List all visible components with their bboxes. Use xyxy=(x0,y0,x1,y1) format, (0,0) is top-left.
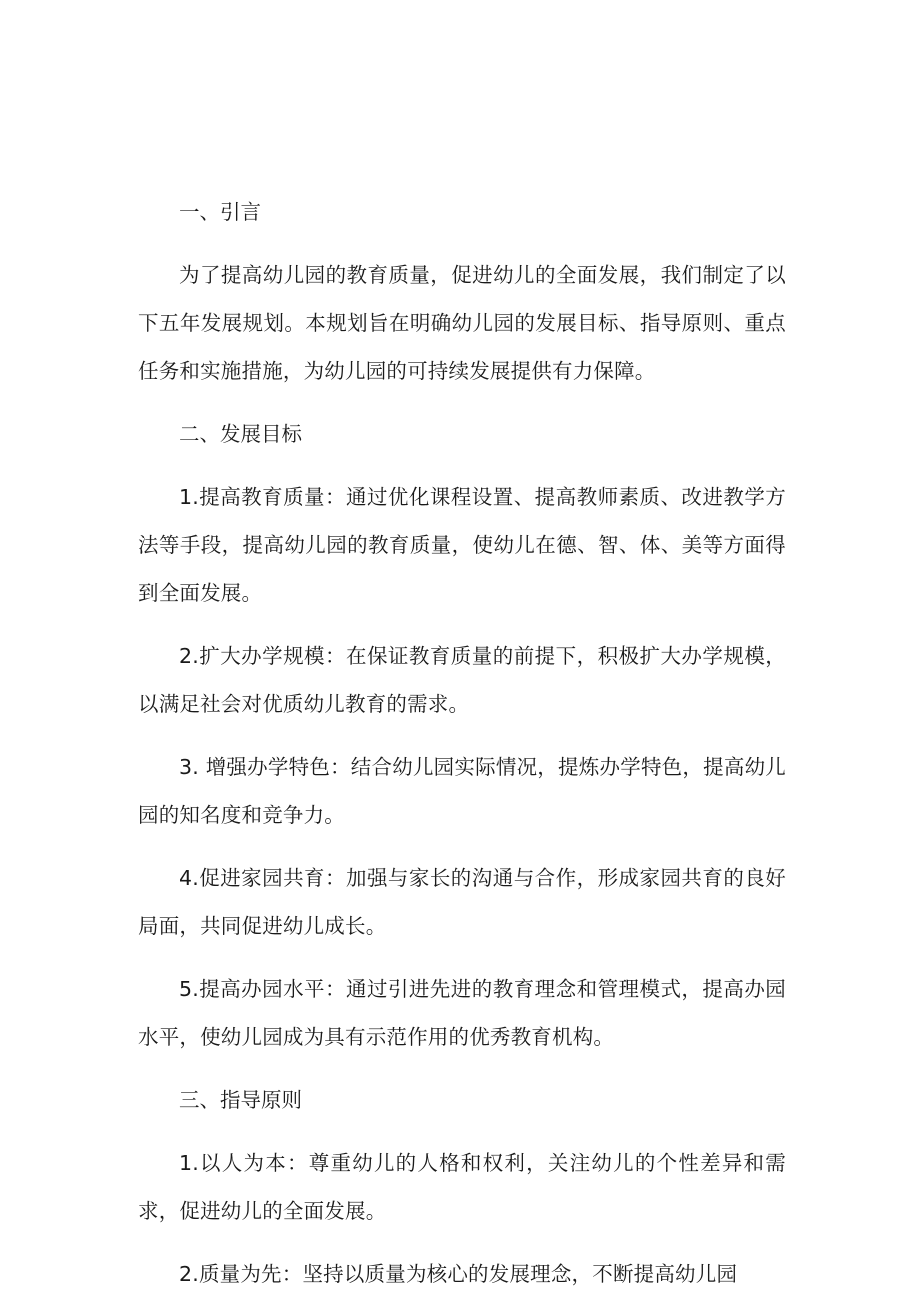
section-heading-goals: 二、发展目标 xyxy=(179,422,302,446)
intro-paragraph: 为了提高幼儿园的教育质量，促进幼儿的全面发展，我们制定了以下五年发展规划。本规划旨在明确幼儿园的发展目标、指导原则、重点任务和实施措施，为幼儿园的可持续发展提供有力保障。 xyxy=(138,263,786,383)
goal-item-4: 4.促进家园共育：加强与家长的沟通与合作，形成家园共育的良好局面，共同促进幼儿成长。 xyxy=(138,866,786,938)
goal-item-5: 5.提高办园水平：通过引进先进的教育理念和管理模式，提高办园水平，使幼儿园成为具有示范作用的优秀教育机构。 xyxy=(138,977,786,1049)
principle-item-1: 1.以人为本：尊重幼儿的人格和权利，关注幼儿的个性差异和需求，促进幼儿的全面发展。 xyxy=(138,1151,786,1223)
goal-item-3: 3. 增强办学特色：结合幼儿园实际情况，提炼办学特色，提高幼儿园的知名度和竞争力。 xyxy=(138,755,786,827)
section-heading-principles: 三、指导原则 xyxy=(179,1088,302,1112)
principle-item-2: 2.质量为先：坚持以质量为核心的发展理念，不断提高幼儿园 xyxy=(179,1262,738,1286)
section-heading-intro: 一、引言 xyxy=(179,200,261,224)
document-body xyxy=(138,188,786,1313)
goal-item-2: 2.扩大办学规模：在保证教育质量的前提下，积极扩大办学规模，以满足社会对优质幼儿教育的需求。 xyxy=(138,644,786,716)
goal-item-1: 1.提高教育质量：通过优化课程设置、提高教师素质、改进教学方法等手段，提高幼儿园的教育质量，使幼儿在德、智、体、美等方面得到全面发展。 xyxy=(138,485,786,605)
